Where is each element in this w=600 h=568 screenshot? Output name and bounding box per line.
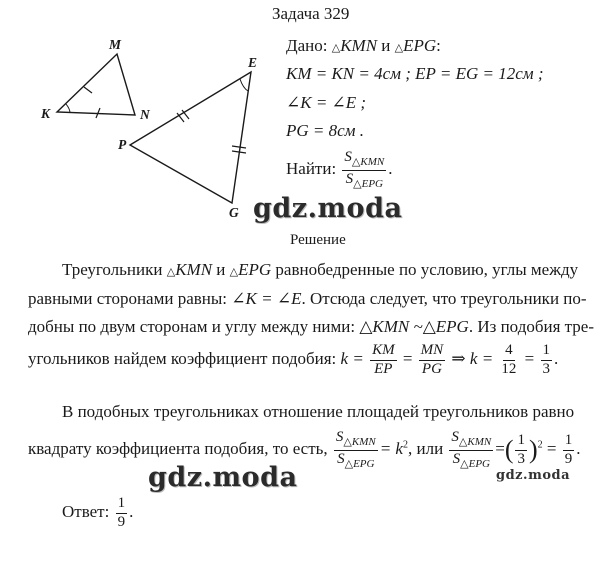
- p1-l4-f3-den: 12: [501, 360, 517, 377]
- triangle-epg: [130, 72, 251, 203]
- p2-ratio1-den-s: S: [337, 450, 345, 467]
- given-line-1: Дано: △KMN и △EPG:: [286, 36, 441, 55]
- answer-num: 1: [116, 496, 128, 514]
- answer-den: 9: [117, 513, 126, 530]
- p1-l3-similarity: △KMN ~△EPG: [359, 317, 469, 336]
- find-fraction: [342, 150, 386, 190]
- answer-line: [62, 496, 133, 531]
- p2-l2-paren-close: ): [528, 435, 538, 465]
- answer-label: Ответ:: [62, 502, 110, 522]
- vertex-label-m: M: [109, 37, 122, 52]
- tick-km: [84, 87, 92, 93]
- p1-l4-eq2: =: [524, 349, 535, 369]
- vertex-label-e: E: [248, 55, 258, 70]
- p2-l2-eq2: =: [546, 438, 557, 458]
- find-num-sub: △KMN: [351, 156, 385, 168]
- p1-l1-tri-kmn: KMN: [175, 260, 213, 279]
- p2-l2-ratio-2: [449, 430, 493, 470]
- p2-ratio1-num-s: S: [335, 429, 344, 445]
- tick-eg-1: [232, 146, 246, 148]
- p2-line-2: [28, 430, 581, 470]
- p1-l3-text-c: . Из подобия тре-: [468, 317, 595, 336]
- p2-l2-one: 1: [515, 433, 527, 451]
- watermark-logo: gdz.moda: [253, 193, 403, 224]
- vertex-label-p: P: [118, 137, 127, 152]
- p1-line-3: [28, 317, 594, 337]
- p1-l4-f3-num: 4: [503, 343, 515, 361]
- watermark-logo-2: gdz.moda: [148, 462, 298, 493]
- p1-l4-fraction-1-3: [541, 343, 553, 378]
- p1-l1-text-a: Треугольники: [62, 260, 163, 279]
- solution-heading: Решение: [290, 232, 346, 248]
- given-and: и: [381, 36, 391, 55]
- p2-ratio2-num-sub: △KMN: [458, 436, 492, 448]
- p2-l2-one-third: [515, 433, 527, 468]
- p1-l4-text-a: угольников найдем коэффициент подобия:: [28, 349, 337, 369]
- angle-k-arc: [66, 104, 70, 113]
- p2-ratio2-num-s: S: [451, 429, 459, 445]
- p2-l2-or: , или: [407, 438, 444, 458]
- given-tri-epg: EPG: [403, 36, 437, 55]
- p2-l2-res-den: 9: [564, 450, 573, 467]
- find-den-s: S: [345, 170, 354, 187]
- p2-l2-text-a: квадрату коэффициента подобия, то есть,: [28, 438, 328, 458]
- vertex-label-n: N: [140, 107, 150, 122]
- given-line-3: ∠K = ∠E ;: [286, 93, 367, 112]
- p2-l2-square-2: 2: [537, 439, 543, 451]
- answer-dot: .: [129, 502, 134, 522]
- p2-l2-res-num: 1: [563, 433, 575, 451]
- p2-ratio1-num-sub: △KMN: [343, 436, 376, 448]
- p2-l2-dot: .: [576, 438, 581, 458]
- p2-l2-result: [563, 433, 575, 468]
- given-line-2: KM = KN = 4см ; EP = EG = 12см ;: [286, 64, 544, 83]
- angle-e-arc: [240, 79, 248, 91]
- p2-ratio2-den-s: S: [452, 450, 461, 467]
- answer-fraction: [116, 496, 128, 531]
- p1-line-2: [28, 289, 587, 309]
- p1-l1-tri-epg: EPG: [238, 260, 272, 279]
- p2-l2-three: 3: [517, 450, 525, 467]
- p1-l4-fraction-km-ep: [370, 343, 397, 378]
- p1-l4-k: k =: [340, 349, 364, 369]
- p2-ratio1-den-sub: △EPG: [344, 457, 375, 470]
- vertex-label-k: K: [41, 106, 51, 121]
- p1-l4-f1-num: KM: [370, 343, 397, 361]
- p1-l4-implies: ⇒ k =: [451, 349, 494, 369]
- p1-l4-f2-num: MN: [419, 343, 446, 361]
- task-title: Задача 329: [272, 4, 350, 23]
- p1-l4-f4-den: 3: [542, 360, 551, 377]
- given-label: Дано:: [286, 36, 328, 55]
- p1-l4-f1-den: EP: [374, 360, 393, 377]
- find-num-s: S: [344, 149, 352, 165]
- p2-l2-eq-k: = k: [379, 438, 403, 458]
- p2-l2-square: 2: [402, 439, 408, 451]
- p1-l2-angles: ∠K = ∠E: [231, 289, 302, 308]
- vertex-label-g: G: [229, 205, 239, 220]
- p2-l2-eq: =: [495, 438, 505, 458]
- p2-ratio2-den-sub: △EPG: [460, 457, 490, 470]
- p2-l2-ratio-1: [334, 430, 378, 470]
- watermark-logo-small: gdz.moda: [496, 468, 571, 483]
- p1-l4-fraction-mn-pg: [419, 343, 446, 378]
- p1-l1-text-e: равнобедренные по условию, углы между: [275, 260, 579, 279]
- p1-l4-eq: =: [402, 349, 413, 369]
- p2-l2-paren-open: (: [504, 435, 514, 465]
- p1-l4-f4-num: 1: [541, 343, 553, 361]
- p2-line-1: В подобных треугольниках отношение площадей треугольников равно: [62, 402, 575, 421]
- given-colon: :: [436, 36, 441, 55]
- p1-l4-fraction-4-12: [499, 343, 518, 378]
- find-label: Найти:: [286, 158, 337, 178]
- p1-l4-dot: .: [554, 349, 559, 369]
- p1-l4-f2-den: PG: [421, 360, 442, 377]
- triangle-kmn: [57, 54, 135, 115]
- given-tri-kmn: KMN: [340, 36, 378, 55]
- find-den-sub: △EPG: [353, 177, 383, 190]
- p1-l1-and: и: [216, 260, 226, 279]
- find-period: .: [388, 158, 393, 178]
- p1-line-4: [28, 343, 558, 378]
- given-line-4: PG = 8см .: [286, 121, 365, 140]
- p1-l2-text-a: равными сторонами равны:: [28, 289, 228, 308]
- p1-l3-text-a: добны по двум сторонам и углу между ними:: [28, 317, 356, 336]
- p1-line-1: Треугольники △KMN и △EPG равнобедренные по условию, углы между: [62, 260, 579, 279]
- p1-l2-text-c: . Отсюда следует, что треугольники по-: [301, 289, 587, 308]
- find-line: [286, 150, 392, 190]
